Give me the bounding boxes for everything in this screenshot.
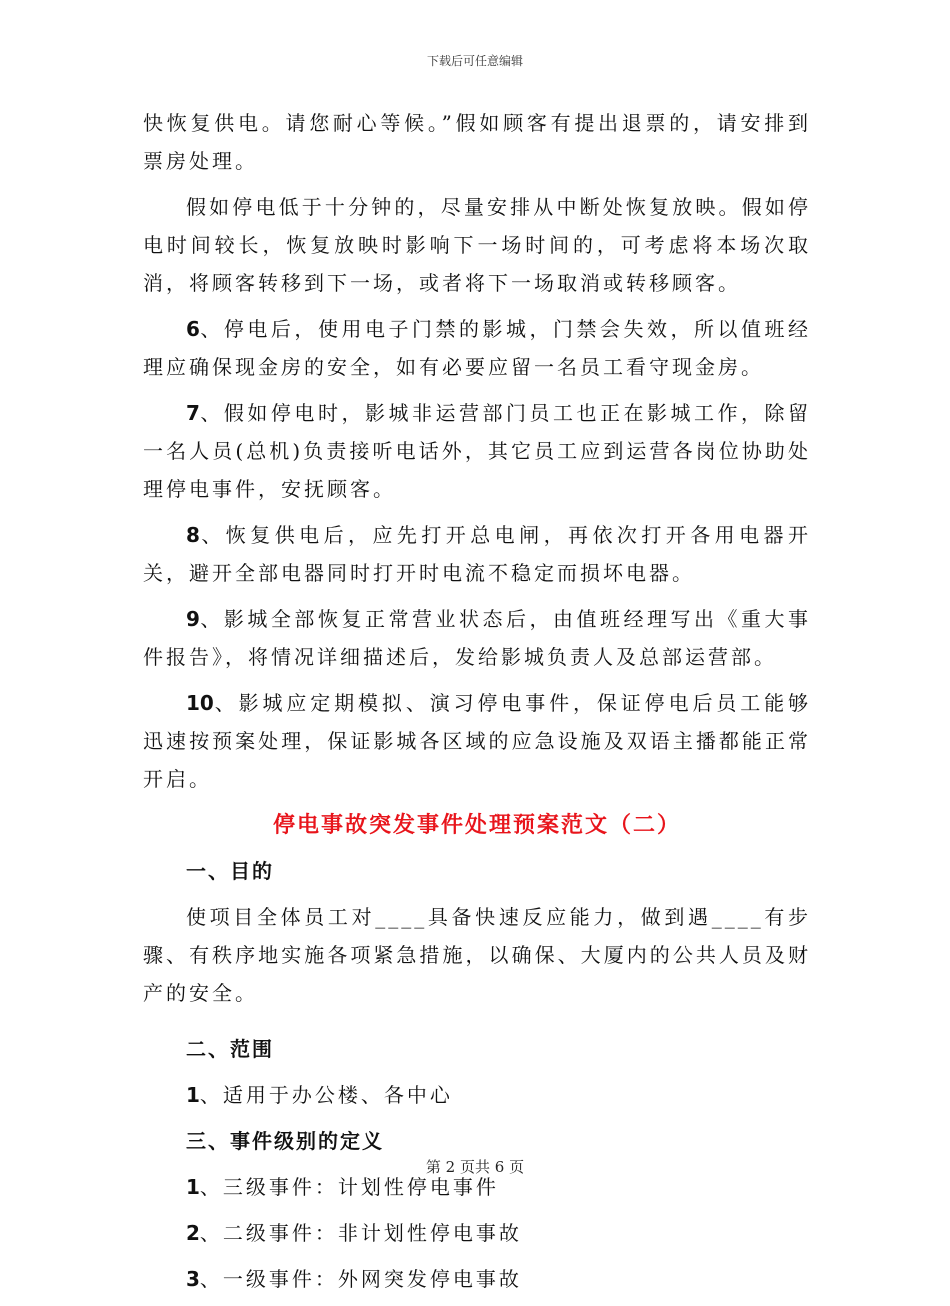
item-text: 、二级事件：非计划性停电事故 — [199, 1221, 522, 1245]
scope-item-1 — [143, 1076, 811, 1114]
heading-purpose: 一、目的 — [186, 859, 274, 883]
item-text: 、恢复供电后，应先打开总电闸，再依次打开各用电器开关，避开全部电器同时打开时电流不稳定而损坏电器。 — [143, 523, 811, 585]
item-number: 2 — [186, 1221, 200, 1245]
paragraph-item-9 — [143, 600, 811, 676]
document-body — [143, 104, 811, 1306]
item-text: 、假如停电时，影城非运营部门员工也正在影城工作，除留一名人员(总机)负责接听电话外，其它员工应到运营各岗位协助处理停电事件，安抚顾客。 — [143, 401, 811, 501]
item-number: 10 — [186, 691, 214, 715]
paragraph-1: 快恢复供电。请您耐心等候。”假如顾客有提出退票的，请安排到票房处理。 — [143, 111, 811, 173]
heading-scope: 二、范围 — [186, 1037, 274, 1061]
item-number: 3 — [186, 1267, 200, 1291]
item-number: 9 — [186, 607, 200, 631]
purpose-body: 使项目全体员工对____具备快速反应能力，做到遇____有步骤、有秩序地实施各项紧急措施，以确保、大厦内的公共人员及财产的安全。 — [143, 905, 811, 1005]
paragraph-item-8 — [143, 516, 811, 592]
paragraph-item-10 — [143, 684, 811, 798]
item-text: 、适用于办公楼、各中心 — [199, 1083, 453, 1107]
item-text: 、一级事件：外网突发停电事故 — [199, 1267, 522, 1291]
item-number: 7 — [186, 401, 200, 425]
item-number: 1 — [186, 1175, 200, 1199]
page-footer: 第 2 页共 6 页 — [425, 1158, 525, 1176]
level-item-3 — [143, 1260, 811, 1298]
item-number: 8 — [186, 523, 200, 547]
item-text: 、停电后，使用电子门禁的影城，门禁会失效，所以值班经理应确保现金房的安全，如有必要应留一名员工看守现金房。 — [143, 317, 811, 379]
paragraph-2: 假如停电低于十分钟的，尽量安排从中断处恢复放映。假如停电时间较长，恢复放映时影响下一场时间的，可考虑将本场次取消，将顾客转移到下一场，或者将下一场取消或转移顾客。 — [143, 195, 811, 295]
paragraph-item-7 — [143, 394, 811, 508]
item-text: 、影城全部恢复正常营业状态后，由值班经理写出《重大事件报告》，将情况详细描述后，发给影城负责人及总部运营部。 — [143, 607, 811, 669]
section-title: 停电事故突发事件处理预案范文（二） — [272, 813, 681, 838]
page-header: 下载后可任意编辑 — [426, 54, 523, 68]
level-item-2 — [143, 1214, 811, 1252]
item-number: 1 — [186, 1083, 200, 1107]
paragraph-item-6 — [143, 310, 811, 386]
item-text: 、影城应定期模拟、演习停电事件，保证停电后员工能够迅速按预案处理，保证影城各区域的应急设施及双语主播都能正常开启。 — [143, 691, 811, 791]
item-number: 6 — [186, 317, 200, 341]
heading-event-levels: 三、事件级别的定义 — [186, 1129, 384, 1153]
item-text: 、三级事件：计划性停电事件 — [199, 1175, 499, 1199]
